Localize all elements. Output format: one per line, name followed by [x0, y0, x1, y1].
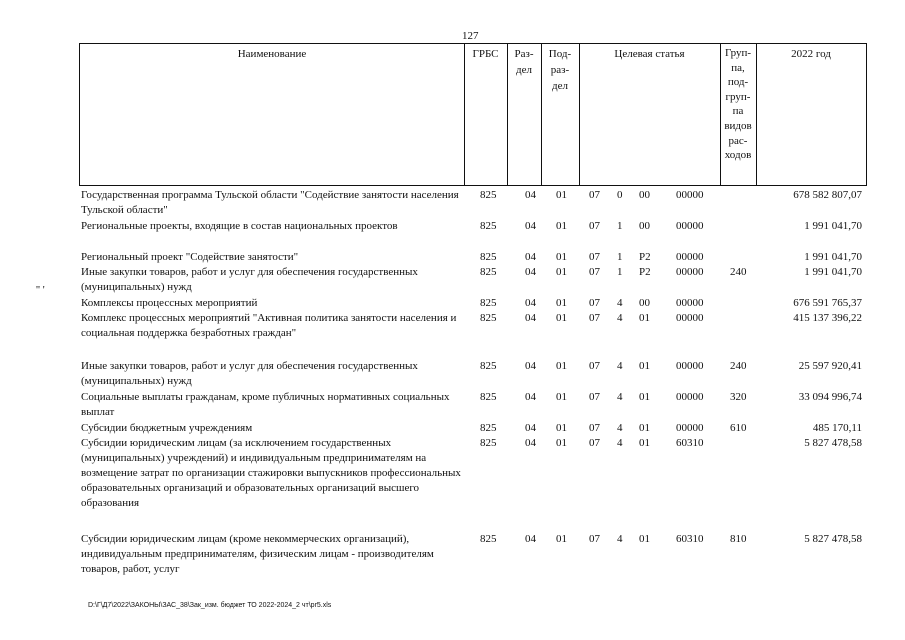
- row-name: Региональные проекты, входящие в состав национальных проектов: [81, 220, 398, 232]
- row-amount: 676 591 765,37: [793, 297, 862, 309]
- row-name: Субсидии юридическим лицам (кроме некоммерческих организаций), индивидуальным предпринимателям, физическим лицам - производителям товаров, работ, услуг: [81, 533, 434, 575]
- row-pr: 01: [556, 189, 567, 201]
- row-t3: 01: [639, 437, 650, 449]
- row-grbs: 825: [480, 220, 497, 232]
- row-amount: 485 170,11: [812, 422, 862, 434]
- row-t2: 1: [617, 251, 623, 263]
- row-t4: 00000: [676, 360, 704, 372]
- row-name: Комплекс процессных мероприятий "Активная политика занятости населения и социальная поддержка безработных граждан": [81, 312, 457, 339]
- row-grbs: 825: [480, 312, 497, 324]
- row-name: Государственная программа Тульской области "Содействие занятости населения Тульской области": [81, 189, 459, 216]
- row-rz: 04: [525, 391, 536, 403]
- row-vr: 240: [730, 266, 747, 278]
- row-t2: 4: [617, 533, 623, 545]
- row-pr: 01: [556, 251, 567, 263]
- row-t1: 07: [589, 266, 600, 278]
- row-pr: 01: [556, 312, 567, 324]
- row-t1: 07: [589, 220, 600, 232]
- row-name: Иные закупки товаров, работ и услуг для обеспечения государственных (муниципальных) нужд: [81, 360, 418, 387]
- row-grbs: 825: [480, 297, 497, 309]
- row-amount: 1 991 041,70: [804, 220, 862, 232]
- header-grbs: ГРБС: [472, 48, 499, 60]
- row-t4: 60310: [676, 437, 704, 449]
- row-rz: 04: [525, 251, 536, 263]
- header-podrazdel: Под- раз- дел: [548, 48, 572, 92]
- row-pr: 01: [556, 422, 567, 434]
- row-grbs: 825: [480, 360, 497, 372]
- row-pr: 01: [556, 533, 567, 545]
- row-t2: 4: [617, 297, 623, 309]
- row-t1: 07: [589, 533, 600, 545]
- margin-mark: '' ': [36, 284, 45, 296]
- row-grbs: 825: [480, 266, 497, 278]
- row-t2: 4: [617, 422, 623, 434]
- row-t4: 00000: [676, 391, 704, 403]
- row-pr: 01: [556, 266, 567, 278]
- row-grbs: 825: [480, 533, 497, 545]
- row-rz: 04: [525, 297, 536, 309]
- row-name: Региональный проект "Содействие занятости": [81, 251, 299, 263]
- row-rz: 04: [525, 437, 536, 449]
- row-t1: 07: [589, 312, 600, 324]
- row-grbs: 825: [480, 391, 497, 403]
- row-name: Субсидии юридическим лицам (за исключением государственных (муниципальных) учреждений) и индивидуальным предпринимателям на возмещение затрат по организации стажировки выпускников профессиональных образовательных организаций и образовательных организаций высшего образования: [81, 437, 461, 509]
- row-pr: 01: [556, 360, 567, 372]
- row-vr: 610: [730, 422, 747, 434]
- row-t4: 60310: [676, 533, 704, 545]
- table-header: [79, 43, 867, 186]
- row-amount: 25 597 920,41: [798, 360, 862, 372]
- row-pr: 01: [556, 437, 567, 449]
- row-name: Субсидии бюджетным учреждениям: [81, 422, 253, 434]
- row-t1: 07: [589, 297, 600, 309]
- header-year: 2022 год: [791, 48, 831, 60]
- row-rz: 04: [525, 266, 536, 278]
- row-vr: 240: [730, 360, 747, 372]
- row-t2: 4: [617, 360, 623, 372]
- row-t3: P2: [639, 266, 651, 278]
- row-t3: 00: [639, 220, 650, 232]
- row-t3: 01: [639, 312, 650, 324]
- row-t1: 07: [589, 189, 600, 201]
- row-t4: 00000: [676, 189, 704, 201]
- row-t1: 07: [589, 251, 600, 263]
- row-grbs: 825: [480, 422, 497, 434]
- row-t4: 00000: [676, 220, 704, 232]
- row-t2: 4: [617, 312, 623, 324]
- row-rz: 04: [525, 422, 536, 434]
- row-rz: 04: [525, 220, 536, 232]
- row-rz: 04: [525, 312, 536, 324]
- row-t1: 07: [589, 437, 600, 449]
- row-amount: 1 991 041,70: [804, 251, 862, 263]
- row-t2: 1: [617, 220, 623, 232]
- row-amount: 5 827 478,58: [804, 533, 862, 545]
- row-pr: 01: [556, 297, 567, 309]
- row-t3: 01: [639, 533, 650, 545]
- row-t2: 4: [617, 437, 623, 449]
- row-t4: 00000: [676, 312, 704, 324]
- row-t3: 01: [639, 422, 650, 434]
- row-name: Комплексы процессных мероприятий: [81, 297, 258, 309]
- row-t4: 00000: [676, 422, 704, 434]
- row-t2: 1: [617, 266, 623, 278]
- row-grbs: 825: [480, 437, 497, 449]
- row-t3: 01: [639, 360, 650, 372]
- row-grbs: 825: [480, 251, 497, 263]
- row-t3: P2: [639, 251, 651, 263]
- row-rz: 04: [525, 189, 536, 201]
- row-t2: 4: [617, 391, 623, 403]
- row-pr: 01: [556, 220, 567, 232]
- row-pr: 01: [556, 391, 567, 403]
- row-name: Иные закупки товаров, работ и услуг для обеспечения государственных (муниципальных) нужд: [81, 266, 418, 293]
- row-t2: 0: [617, 189, 623, 201]
- footer-file-path: D:\Г\Д7\2022\ЗАКОНЫ\ЗАС_38\Зак_изм. бюджет ТО 2022-2024_2 чт\pr5.xls: [88, 602, 332, 609]
- row-t3: 01: [639, 391, 650, 403]
- row-t4: 00000: [676, 297, 704, 309]
- row-amount: 33 094 996,74: [798, 391, 862, 403]
- row-rz: 04: [525, 360, 536, 372]
- row-amount: 678 582 807,07: [793, 189, 862, 201]
- row-rz: 04: [525, 533, 536, 545]
- row-amount: 415 137 396,22: [793, 312, 862, 324]
- header-razdel: Раз- дел: [514, 48, 534, 76]
- row-t1: 07: [589, 422, 600, 434]
- row-name: Социальные выплаты гражданам, кроме публичных нормативных социальных выплат: [81, 391, 450, 418]
- page-number: 127: [462, 30, 479, 42]
- row-t1: 07: [589, 391, 600, 403]
- row-t4: 00000: [676, 266, 704, 278]
- row-amount: 5 827 478,58: [804, 437, 862, 449]
- row-t3: 00: [639, 189, 650, 201]
- header-vid: Груп- па, под- груп- па видов рас- ходов: [724, 47, 752, 162]
- header-target: Целевая статья: [614, 48, 685, 60]
- row-vr: 810: [730, 533, 747, 545]
- row-t3: 00: [639, 297, 650, 309]
- row-grbs: 825: [480, 189, 497, 201]
- row-amount: 1 991 041,70: [804, 266, 862, 278]
- header-name: Наименование: [237, 48, 307, 60]
- row-t1: 07: [589, 360, 600, 372]
- row-vr: 320: [730, 391, 747, 403]
- row-t4: 00000: [676, 251, 704, 263]
